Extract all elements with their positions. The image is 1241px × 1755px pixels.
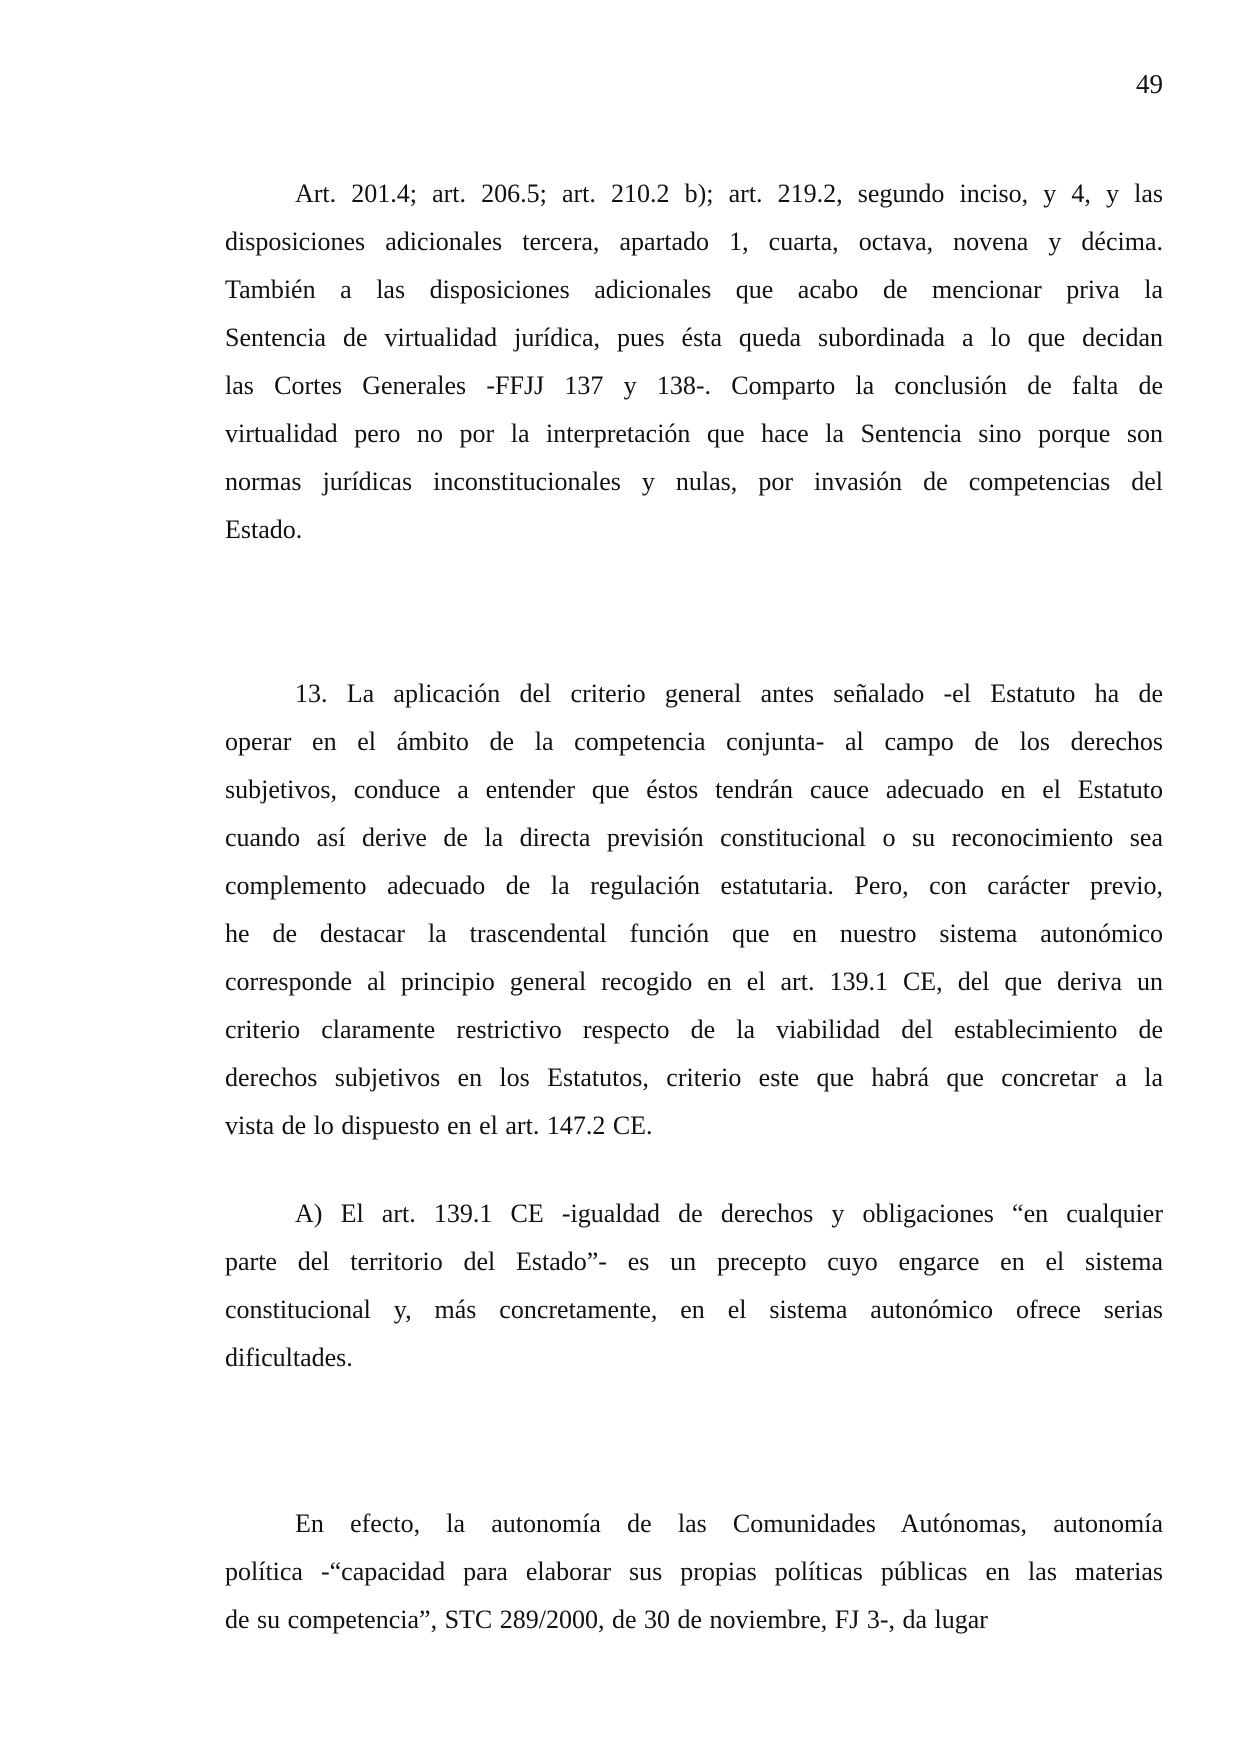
text-line: complemento adecuado de la regulación estatutaria. Pero, con carácter previo, [225, 871, 1163, 900]
text-line: En efecto, la autonomía de las Comunidades Autónomas, autonomía [295, 1509, 1163, 1538]
text-line: las Cortes Generales -FFJJ 137 y 138-. Comparto la conclusión de falta de [225, 371, 1163, 400]
text-line: dificultades. [225, 1343, 353, 1372]
text-line: operar en el ámbito de la competencia conjunta- al campo de los derechos [225, 727, 1163, 756]
text-line: virtualidad pero no por la interpretación que hace la Sentencia sino porque son [225, 419, 1163, 448]
text-line: vista de lo dispuesto en el art. 147.2 CE. [225, 1111, 653, 1140]
text-line: 13. La aplicación del criterio general antes señalado -el Estatuto ha de [295, 679, 1163, 708]
text-line: Sentencia de virtualidad jurídica, pues ésta queda subordinada a lo que decidan [225, 323, 1163, 352]
text-line: criterio claramente restrictivo respecto de la viabilidad del establecimiento de [225, 1015, 1163, 1044]
text-line: constitucional y, más concretamente, en el sistema autonómico ofrece serias [225, 1295, 1163, 1324]
text-line: de su competencia”, STC 289/2000, de 30 de noviembre, FJ 3-, da lugar [225, 1605, 988, 1634]
text-line: parte del territorio del Estado”- es un precepto cuyo engarce en el sistema [225, 1247, 1163, 1276]
text-line: Estado. [225, 515, 303, 544]
page-number: 49 [1136, 69, 1163, 99]
text-line: Art. 201.4; art. 206.5; art. 210.2 b); art. 219.2, segundo inciso, y 4, y las [295, 179, 1163, 208]
text-line: he de destacar la trascendental función que en nuestro sistema autonómico [225, 919, 1163, 948]
paragraph [225, 1190, 1163, 1382]
text-line: corresponde al principio general recogido en el art. 139.1 CE, del que deriva un [225, 967, 1163, 996]
text-line: política -“capacidad para elaborar sus propias políticas públicas en las materias [225, 1557, 1163, 1586]
text-line: derechos subjetivos en los Estatutos, criterio este que habrá que concretar a la [225, 1063, 1163, 1092]
paragraph [225, 1500, 1163, 1644]
paragraph [225, 170, 1163, 554]
text-line: subjetivos, conduce a entender que éstos tendrán cauce adecuado en el Estatuto [225, 775, 1163, 804]
text-line: disposiciones adicionales tercera, apartado 1, cuarta, octava, novena y décima. [225, 227, 1163, 256]
text-line: A) El art. 139.1 CE -igualdad de derechos y obligaciones “en cualquier [295, 1199, 1163, 1228]
text-line: cuando así derive de la directa previsión constitucional o su reconocimiento sea [225, 823, 1163, 852]
document-body [225, 170, 1163, 1644]
text-line: normas jurídicas inconstitucionales y nulas, por invasión de competencias del [225, 467, 1163, 496]
paragraph [225, 670, 1163, 1150]
text-line: También a las disposiciones adicionales que acabo de mencionar priva la [225, 275, 1163, 304]
